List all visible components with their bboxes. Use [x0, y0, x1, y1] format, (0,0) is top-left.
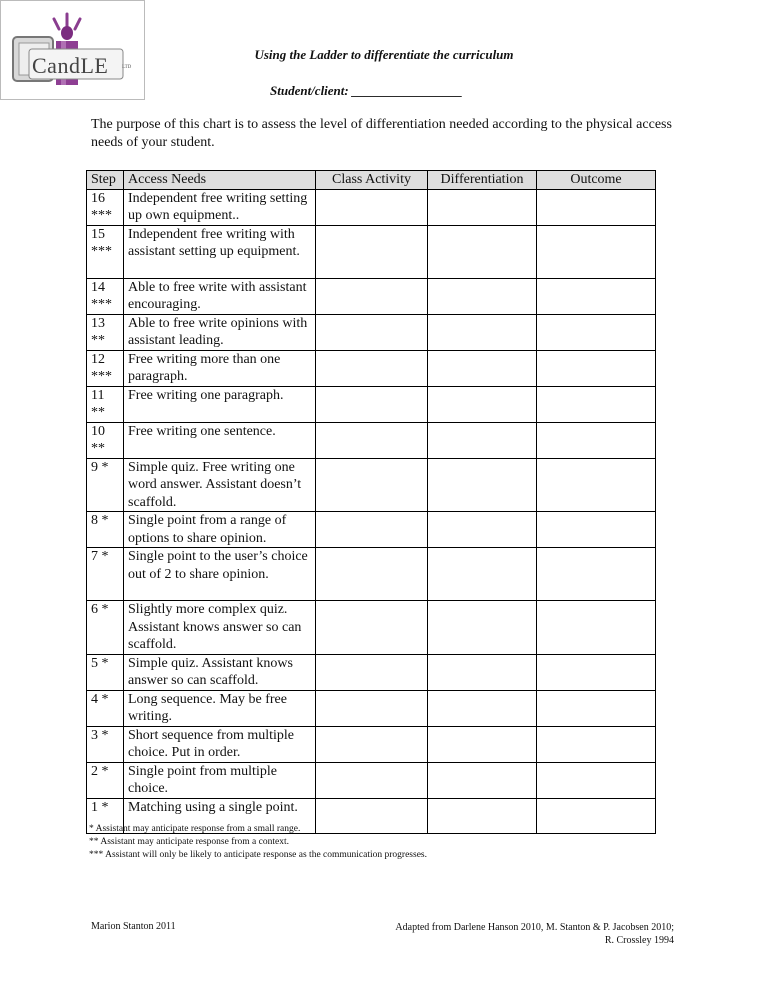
- table-row: [87, 726, 656, 762]
- outcome-cell[interactable]: [537, 726, 656, 762]
- footnote-triple-star: *** Assistant will only be likely to anticipate response as the communication progresses.: [89, 850, 427, 860]
- table-row: [87, 548, 656, 601]
- table-row: [87, 690, 656, 726]
- footnotes: [89, 823, 427, 862]
- purpose-paragraph: The purpose of this chart is to assess the level of differentiation needed according to the physical access needs of your student.: [91, 117, 672, 150]
- table-row: [87, 458, 656, 512]
- differentiation-cell[interactable]: [428, 278, 537, 314]
- table-row: [87, 422, 656, 458]
- footnote-single-star: * Assistant may anticipate response from a small range.: [89, 824, 301, 834]
- access-need-cell: Able to free write with assistant encouraging.: [124, 278, 316, 314]
- class-activity-cell[interactable]: [316, 690, 428, 726]
- differentiation-cell[interactable]: [428, 386, 537, 422]
- outcome-cell[interactable]: [537, 225, 656, 278]
- step-cell: 6 *: [87, 601, 124, 655]
- outcome-cell[interactable]: [537, 314, 656, 350]
- class-activity-cell[interactable]: [316, 762, 428, 798]
- access-need-cell: Independent free writing with assistant setting up equipment.: [124, 225, 316, 278]
- class-activity-cell[interactable]: [316, 350, 428, 386]
- outcome-cell[interactable]: [537, 654, 656, 690]
- access-need-cell: Independent free writing setting up own equipment..: [124, 189, 316, 225]
- student-client-field: Student/client: _________________: [270, 83, 463, 98]
- step-cell: 15 ***: [87, 225, 124, 278]
- outcome-cell[interactable]: [537, 601, 656, 655]
- differentiation-cell[interactable]: [428, 422, 537, 458]
- outcome-cell[interactable]: [537, 690, 656, 726]
- access-need-cell: Short sequence from multiple choice. Put in order.: [124, 726, 316, 762]
- table-header-row: [87, 171, 656, 190]
- header-outcome: Outcome: [537, 171, 656, 190]
- outcome-cell[interactable]: [537, 350, 656, 386]
- class-activity-cell[interactable]: [316, 225, 428, 278]
- outcome-cell[interactable]: [537, 458, 656, 512]
- access-need-cell: Long sequence. May be free writing.: [124, 690, 316, 726]
- access-need-cell: Single point to the user’s choice out of 2 to share opinion.: [124, 548, 316, 601]
- table-row: [87, 278, 656, 314]
- step-cell: 1 *: [87, 798, 124, 833]
- access-need-cell: Single point from multiple choice.: [124, 762, 316, 798]
- step-cell: 8 *: [87, 512, 124, 548]
- access-need-cell: Free writing one sentence.: [124, 422, 316, 458]
- page-title: [0, 47, 768, 63]
- step-cell: 7 *: [87, 548, 124, 601]
- class-activity-cell[interactable]: [316, 189, 428, 225]
- differentiation-cell[interactable]: [428, 548, 537, 601]
- class-activity-cell[interactable]: [316, 601, 428, 655]
- outcome-cell[interactable]: [537, 762, 656, 798]
- class-activity-cell[interactable]: [316, 548, 428, 601]
- header-step: Step: [87, 171, 124, 190]
- class-activity-cell[interactable]: [316, 654, 428, 690]
- differentiation-cell[interactable]: [428, 512, 537, 548]
- table-row: [87, 654, 656, 690]
- header-class-activity: Class Activity: [316, 171, 428, 190]
- differentiation-cell[interactable]: [428, 225, 537, 278]
- footer-credits-line1: Adapted from Darlene Hanson 2010, M. Stanton & P. Jacobsen 2010;: [395, 922, 674, 933]
- differentiation-cell[interactable]: [428, 726, 537, 762]
- step-cell: 11 **: [87, 386, 124, 422]
- step-cell: 14 ***: [87, 278, 124, 314]
- table-row: [87, 314, 656, 350]
- step-cell: 5 *: [87, 654, 124, 690]
- outcome-cell[interactable]: [537, 548, 656, 601]
- access-need-cell: Simple quiz. Assistant knows answer so can scaffold.: [124, 654, 316, 690]
- outcome-cell[interactable]: [537, 422, 656, 458]
- class-activity-cell[interactable]: [316, 458, 428, 512]
- header-differentiation: Differentiation: [428, 171, 537, 190]
- outcome-cell[interactable]: [537, 386, 656, 422]
- differentiation-cell[interactable]: [428, 601, 537, 655]
- class-activity-cell[interactable]: [316, 386, 428, 422]
- class-activity-cell[interactable]: [316, 314, 428, 350]
- header-access-needs: Access Needs: [124, 171, 316, 190]
- step-cell: 3 *: [87, 726, 124, 762]
- footer-credits: [395, 921, 674, 947]
- access-need-cell: Free writing more than one paragraph.: [124, 350, 316, 386]
- access-need-cell: Simple quiz. Free writing one word answer. Assistant doesn’t scaffold.: [124, 458, 316, 512]
- access-need-cell: Slightly more complex quiz. Assistant knows answer so can scaffold.: [124, 601, 316, 655]
- logo-ltd: LTD: [122, 65, 132, 70]
- table-row: [87, 189, 656, 225]
- step-cell: 13 **: [87, 314, 124, 350]
- ladder-table: [86, 170, 656, 834]
- table-row: [87, 225, 656, 278]
- table-row: [87, 512, 656, 548]
- class-activity-cell[interactable]: [316, 422, 428, 458]
- step-cell: 9 *: [87, 458, 124, 512]
- outcome-cell[interactable]: [537, 189, 656, 225]
- step-cell: 12 ***: [87, 350, 124, 386]
- outcome-cell[interactable]: [537, 512, 656, 548]
- differentiation-cell[interactable]: [428, 654, 537, 690]
- class-activity-cell[interactable]: [316, 726, 428, 762]
- step-cell: 16 ***: [87, 189, 124, 225]
- access-need-cell: Single point from a range of options to share opinion.: [124, 512, 316, 548]
- table-row: [87, 386, 656, 422]
- differentiation-cell[interactable]: [428, 762, 537, 798]
- outcome-cell[interactable]: [537, 798, 656, 833]
- differentiation-cell[interactable]: [428, 458, 537, 512]
- differentiation-cell[interactable]: [428, 314, 537, 350]
- class-activity-cell[interactable]: [316, 512, 428, 548]
- table-row: [87, 601, 656, 655]
- differentiation-cell[interactable]: [428, 690, 537, 726]
- access-need-cell: Able to free write opinions with assistant leading.: [124, 314, 316, 350]
- differentiation-cell[interactable]: [428, 350, 537, 386]
- table-row: [87, 762, 656, 798]
- page-title-text: Using the Ladder to differentiate the curriculum: [254, 47, 514, 62]
- step-cell: 10 **: [87, 422, 124, 458]
- footer-credits-line2: R. Crossley 1994: [604, 935, 674, 946]
- table-row: [87, 350, 656, 386]
- footer-author: Marion Stanton 2011: [91, 921, 176, 932]
- step-cell: 4 *: [87, 690, 124, 726]
- logo-text: CandLE: [32, 53, 109, 78]
- class-activity-cell[interactable]: [316, 278, 428, 314]
- outcome-cell[interactable]: [537, 278, 656, 314]
- differentiation-cell[interactable]: [428, 189, 537, 225]
- access-need-cell: Matching using a single point.: [124, 798, 316, 833]
- step-cell: 2 *: [87, 762, 124, 798]
- access-need-cell: Free writing one paragraph.: [124, 386, 316, 422]
- differentiation-cell[interactable]: [428, 798, 537, 833]
- footnote-double-star: ** Assistant may anticipate response from a context.: [89, 837, 289, 847]
